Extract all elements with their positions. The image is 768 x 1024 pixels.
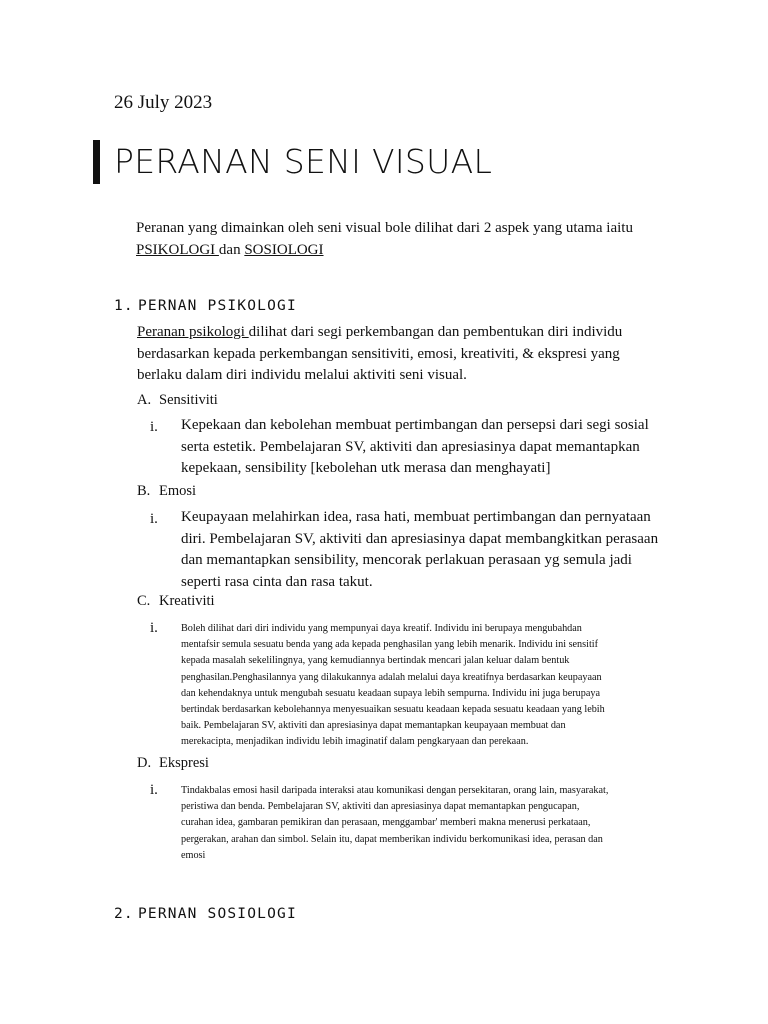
text-line: curahan idea, gambaran pemikiran dan perasaan, menggambar' memberi makna menerusi perkataan,	[181, 817, 591, 829]
roman-numeral: i.	[150, 511, 158, 527]
sub-label: Emosi	[159, 483, 197, 499]
text-line: dan memantapkan sensibility, mencorak perlakuan perasaan yg semula jadi	[181, 552, 632, 569]
para-line-1	[137, 322, 697, 344]
para-line-2: berdasarkan kepada perkembangan sensitiviti, emosi, kreativiti, & ekspresi yang	[137, 345, 620, 362]
para-line-1-rest: dilihat dari segi perkembangan dan pembentukan diri individu	[248, 324, 623, 340]
text-line: emosi	[181, 849, 206, 861]
text-line: bertindak berdasarkan kebolehannya menyesuaikan sesuatu keadaan kepada sesuatu keadaan yang lebih	[181, 704, 605, 716]
text-line: Keupayaan melahirkan idea, rasa hati, membuat pertimbangan dan pernyataan	[181, 509, 651, 525]
para-line-3: berlaku dalam diri individu melalui aktiviti seni visual.	[137, 367, 467, 383]
sensitiviti-text	[181, 415, 681, 480]
ekspresi-text	[181, 783, 681, 864]
sub-letter: D.	[137, 755, 152, 771]
sub-label: Sensitiviti	[159, 392, 218, 408]
text-line: serta estetik. Pembelajaran SV, aktiviti dan apresiasinya dapat memantapkan	[181, 438, 640, 455]
text-line: mentafsir semula sesuatu benda yang ada kepada penghasilan yang lebih menarik. Individu ini sensitif	[181, 639, 599, 651]
text-line: penghasilan.Penghasilannya yang dilakukannya adalah melalui daya kreatifnya berdasarkan keupayaan	[181, 671, 602, 683]
intro-connector: dan	[218, 242, 245, 258]
text-line: Kepekaan dan kebolehan membuat pertimbangan dan persepsi dari segi sosial	[181, 417, 649, 433]
section-2-number: 2.	[114, 906, 134, 922]
title-accent-bar	[93, 140, 100, 184]
sub-label: Kreativiti	[159, 593, 215, 609]
sub-letter: C.	[137, 593, 151, 609]
roman-numeral: i.	[150, 419, 158, 435]
text-line: peristiwa dan benda. Pembelajaran SV, aktiviti dan apresiasinya dapat memantapkan pengucapan,	[181, 801, 580, 813]
roman-numeral: i.	[150, 620, 158, 636]
text-line: baik. Pembelajaran SV, aktiviti dan apresiasinya dapat memantapkan keupayaan membuat dan	[181, 720, 566, 732]
keyword-psikologi: PSIKOLOGI	[136, 242, 219, 258]
emosi-text	[181, 507, 681, 594]
intro-line-2	[136, 239, 696, 261]
page-title: PERANAN SENI VISUAL	[114, 142, 493, 181]
text-line: diri. Pembelajaran SV, aktiviti dan apresiasinya dapat membangkitkan perasaan	[181, 530, 659, 547]
text-line: merekacipta, menjadikan individu lebih imaginatif dalam pengkaryaan dan perekaan.	[181, 736, 529, 748]
text-line: Tindakbalas emosi hasil daripada interaksi atau komunikasi dengan persekitaran, orang lain, masyarakat,	[181, 785, 609, 796]
section-1-title: PERNAN PSIKOLOGI	[138, 298, 297, 314]
sub-label: Ekspresi	[159, 755, 209, 771]
text-line: dan kehendaknya untuk mengubah sesuatu keadaan supaya lebih sempurna. Individu ini juga berupaya	[181, 687, 600, 699]
section-2-heading	[114, 906, 297, 922]
kreativiti-text	[181, 621, 681, 751]
keyword-sosiologi: SOSIOLOGI	[244, 242, 324, 258]
text-line: Boleh dilihat dari diri individu yang mempunyai daya kreatif. Individu ini berupaya mengubahdan	[181, 623, 582, 634]
sub-letter: A.	[137, 392, 152, 408]
text-line: kepada masalah sekelilingnya, yang kemudiannya bertindak mencari jalan keluar dalam bentuk	[181, 655, 570, 667]
roman-numeral: i.	[150, 782, 158, 798]
section-1-number: 1.	[114, 298, 134, 314]
text-line: pergerakan, arahan dan simbol. Selain itu, dapat memberikan individu berkomunikasi idea, perasan dan	[181, 833, 603, 845]
para-lead-term: Peranan psikologi	[137, 324, 249, 340]
text-line: kepekaan, sensibility [kebolehan utk merasa dan menghayati]	[181, 460, 551, 477]
document-date: 26 July 2023	[114, 92, 213, 113]
intro-line-1: Peranan yang dimainkan oleh seni visual bole dilihat dari 2 aspek yang utama iaitu	[136, 220, 633, 236]
sub-letter: B.	[137, 483, 151, 499]
section-2-title: PERNAN SOSIOLOGI	[138, 906, 297, 922]
sub-heading-sensitiviti	[137, 392, 218, 409]
section-1-heading	[114, 298, 297, 314]
text-line: seperti rasa cinta dan rasa takut.	[181, 574, 373, 591]
intro-paragraph	[136, 217, 696, 261]
sub-heading-emosi	[137, 483, 196, 500]
section-1-paragraph	[137, 322, 697, 387]
sub-heading-ekspresi	[137, 755, 209, 772]
sub-heading-kreativiti	[137, 593, 215, 610]
